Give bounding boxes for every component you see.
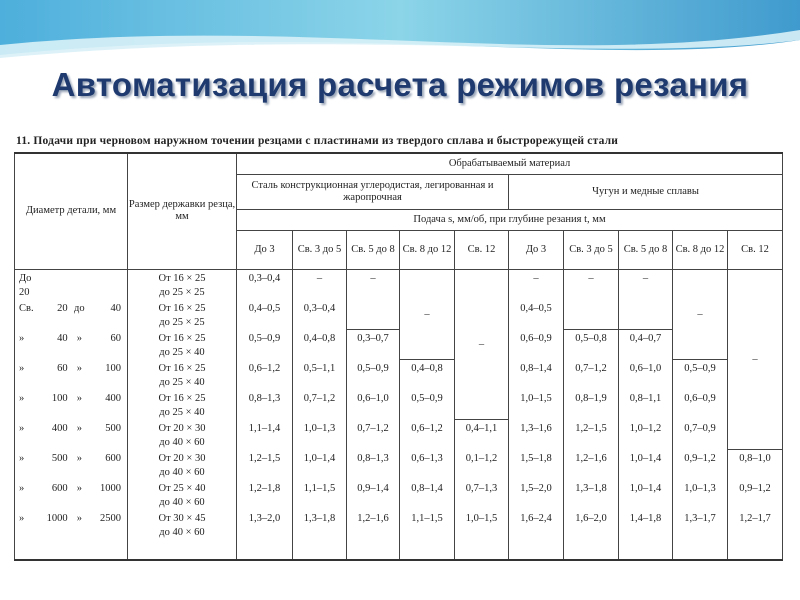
feed-cell: 1,0–1,5	[455, 510, 509, 540]
diameter-part: 500	[51, 452, 68, 464]
feed-cell: 0,8–1,0	[728, 450, 783, 480]
feed-cell: 1,0–1,5	[509, 390, 564, 420]
diameter-part: 60	[110, 332, 121, 344]
feed-cell: 0,8–1,1	[619, 390, 673, 420]
feed-cell: 0,7–1,2	[347, 420, 400, 450]
diameter-cell	[15, 360, 128, 390]
feed-cell: –	[673, 269, 728, 360]
holder-line: до 40 × 60	[159, 436, 205, 448]
feed-cell: 0,6–1,2	[400, 420, 455, 450]
diameter-part: »	[76, 512, 82, 524]
holder-line: От 20 × 30	[158, 422, 206, 434]
holder-cell	[128, 420, 237, 450]
feed-cell: –	[347, 269, 400, 330]
feed-cell: 0,4–1,1	[455, 420, 509, 450]
diameter-part: 40	[110, 302, 121, 314]
diameter-part: »	[19, 332, 25, 344]
empty-cell	[400, 540, 455, 560]
holder-line: От 16 × 25	[158, 392, 206, 404]
empty-cell	[509, 540, 564, 560]
holder-cell	[128, 330, 237, 360]
empty-cell	[237, 540, 293, 560]
holder-cell	[128, 269, 237, 300]
feed-cell: 1,0–1,4	[293, 450, 347, 480]
diameter-part: 500	[105, 422, 121, 434]
table-row	[15, 480, 783, 510]
feed-cell: 0,9–1,2	[673, 450, 728, 480]
holder-line: От 20 × 30	[158, 452, 206, 464]
diameter-part: »	[19, 452, 25, 464]
holder-line: От 16 × 25	[158, 362, 206, 374]
diameter-part	[38, 272, 68, 300]
feed-cell: 0,8–1,4	[400, 480, 455, 510]
diameter-part: 1000	[99, 482, 121, 494]
feed-cell: 1,0–1,4	[619, 450, 673, 480]
feed-cell: 0,5–0,9	[347, 360, 400, 390]
feed-cell: 1,6–2,0	[564, 510, 619, 540]
holder-cell	[128, 450, 237, 480]
header-feed: Подача s, мм/об, при глубине резания t, мм	[237, 209, 783, 230]
empty-cell	[347, 540, 400, 560]
feed-cell: 0,6–1,2	[237, 360, 293, 390]
holder-line: От 16 × 25	[158, 272, 206, 284]
diameter-part: »	[19, 482, 25, 494]
feed-cell: 0,4–0,8	[293, 330, 347, 360]
feed-cell: 0,9–1,2	[728, 480, 783, 510]
feed-cell: 0,5–0,9	[400, 390, 455, 420]
diameter-part: 600	[105, 452, 121, 464]
header-wave-decoration	[0, 0, 800, 70]
feed-cell: 0,8–1,3	[237, 390, 293, 420]
holder-line: до 40 × 60	[159, 526, 205, 538]
header-depth: Св. 12	[728, 230, 783, 269]
diameter-cell	[15, 450, 128, 480]
holder-line: до 25 × 40	[159, 406, 205, 418]
table-row	[15, 360, 783, 390]
feed-cell: 0,6–0,9	[509, 330, 564, 360]
diameter-part: »	[76, 392, 82, 404]
empty-cell	[564, 540, 619, 560]
header-depth: Св. 12	[455, 230, 509, 269]
feed-cell: 0,6–1,3	[400, 450, 455, 480]
header-cast: Чугун и медные сплавы	[509, 174, 783, 209]
table-row	[15, 330, 783, 360]
feed-cell: 1,2–1,5	[564, 420, 619, 450]
feed-cell: 1,1–1,5	[400, 510, 455, 540]
empty-cell	[728, 540, 783, 560]
empty-cell	[619, 540, 673, 560]
feed-cell: 0,6–1,0	[347, 390, 400, 420]
holder-cell	[128, 510, 237, 540]
diameter-cell	[15, 420, 128, 450]
header-steel: Сталь конструкционная углеродистая, легированная и жаропрочная	[237, 174, 509, 209]
header-depth: Св. 3 до 5	[293, 230, 347, 269]
diameter-part: »	[76, 362, 82, 374]
table-caption: 11. Подачи при черновом наружном точении резцами с пластинами из твердого сплава и быстрорежущей стали	[16, 135, 619, 147]
feed-cell: 0,5–1,1	[293, 360, 347, 390]
diameter-part: до	[74, 302, 85, 314]
diameter-part: 1000	[46, 512, 68, 524]
diameter-part: 20	[57, 302, 68, 314]
feed-cell: 1,0–1,3	[293, 420, 347, 450]
diameter-part: 600	[51, 482, 68, 494]
diameter-part: »	[76, 422, 82, 434]
feed-cell: 1,2–1,6	[347, 510, 400, 540]
header-depth: Св. 3 до 5	[564, 230, 619, 269]
diameter-part: »	[19, 512, 25, 524]
feed-cell: 0,1–1,2	[455, 450, 509, 480]
diameter-part: 400	[105, 392, 121, 404]
feed-cell: 0,7–1,2	[564, 360, 619, 390]
feed-cell: –	[619, 269, 673, 330]
feed-cell: 1,0–1,4	[619, 480, 673, 510]
diameter-cell	[15, 269, 128, 300]
feed-cell: 1,4–1,8	[619, 510, 673, 540]
feed-cell: 0,6–0,9	[673, 390, 728, 420]
diameter-part: »	[19, 362, 25, 374]
header-holder: Размер державки резца, мм	[128, 153, 237, 269]
holder-cell	[128, 360, 237, 390]
diameter-cell	[15, 330, 128, 360]
feed-cell: –	[400, 269, 455, 360]
holder-cell	[128, 480, 237, 510]
feed-cell: 1,2–1,7	[728, 510, 783, 540]
diameter-part: »	[19, 392, 25, 404]
feed-cell: 1,3–2,0	[237, 510, 293, 540]
holder-cell	[128, 300, 237, 330]
diameter-cell	[15, 300, 128, 330]
feed-cell: 1,6–2,4	[509, 510, 564, 540]
header-material: Обрабатываемый материал	[237, 153, 783, 174]
holder-line: От 30 × 45	[158, 512, 206, 524]
header-depth: До 3	[237, 230, 293, 269]
feed-cell: 0,3–0,4	[293, 300, 347, 330]
holder-cell	[128, 390, 237, 420]
feed-cell: –	[564, 269, 619, 330]
holder-line: до 25 × 25	[159, 316, 205, 328]
feed-table	[14, 152, 783, 561]
feed-cell: 1,3–1,6	[509, 420, 564, 450]
diameter-part: 100	[105, 362, 121, 374]
table-row	[15, 510, 783, 540]
header-depth: Св. 8 до 12	[400, 230, 455, 269]
diameter-cell	[15, 390, 128, 420]
diameter-part: »	[19, 422, 25, 434]
empty-cell	[15, 540, 128, 560]
feed-cell: 0,4–0,5	[237, 300, 293, 330]
feed-cell: –	[293, 269, 347, 300]
diameter-part	[91, 272, 121, 300]
header-depth: Св. 5 до 8	[619, 230, 673, 269]
feed-cell: 0,5–0,9	[237, 330, 293, 360]
table-row	[15, 420, 783, 450]
feed-cell: –	[509, 269, 564, 300]
diameter-part: 100	[51, 392, 68, 404]
holder-line: до 25 × 40	[159, 346, 205, 358]
slide-title: Автоматизация расчета режимов резания	[51, 66, 749, 103]
diameter-part: »	[76, 482, 82, 494]
feed-cell: 0,3–0,4	[237, 269, 293, 300]
diameter-part: До 20	[19, 272, 32, 298]
feed-cell: 1,1–1,5	[293, 480, 347, 510]
diameter-part: Св.	[19, 302, 34, 314]
feed-cell: 1,3–1,7	[673, 510, 728, 540]
feed-cell: 1,0–1,3	[673, 480, 728, 510]
feed-cell: 1,2–1,6	[564, 450, 619, 480]
feed-cell: 0,4–0,5	[509, 300, 564, 330]
holder-line: От 16 × 25	[158, 332, 206, 344]
diameter-part	[68, 272, 90, 300]
feed-cell: –	[455, 269, 509, 420]
table-row	[15, 390, 783, 420]
header-depth: Св. 5 до 8	[347, 230, 400, 269]
feed-cell: 0,9–1,4	[347, 480, 400, 510]
table-bottom-spacer	[15, 540, 783, 560]
diameter-part: »	[76, 332, 82, 344]
feed-cell: 1,5–1,8	[509, 450, 564, 480]
empty-cell	[455, 540, 509, 560]
feed-cell: 0,4–0,7	[619, 330, 673, 360]
empty-cell	[128, 540, 237, 560]
diameter-part: 400	[51, 422, 68, 434]
feed-cell: 0,8–1,9	[564, 390, 619, 420]
table-row	[15, 450, 783, 480]
feed-cell: –	[728, 269, 783, 450]
holder-line: От 16 × 25	[158, 302, 206, 314]
diameter-part: 2500	[99, 512, 121, 524]
empty-cell	[673, 540, 728, 560]
feed-cell: 0,7–1,2	[293, 390, 347, 420]
holder-line: до 25 × 25	[159, 286, 205, 298]
diameter-part: »	[76, 452, 82, 464]
header-depth: Св. 8 до 12	[673, 230, 728, 269]
feed-cell: 1,2–1,5	[237, 450, 293, 480]
feed-cell: 0,5–0,9	[673, 360, 728, 390]
diameter-part: 60	[57, 362, 68, 374]
holder-line: до 40 × 60	[159, 496, 205, 508]
feed-cell: 0,8–1,3	[347, 450, 400, 480]
feed-cell: 0,7–0,9	[673, 420, 728, 450]
feed-cell: 1,3–1,8	[293, 510, 347, 540]
feed-cell: 0,6–1,0	[619, 360, 673, 390]
feed-cell: 0,8–1,4	[509, 360, 564, 390]
holder-line: до 25 × 40	[159, 376, 205, 388]
feed-cell: 1,2–1,8	[237, 480, 293, 510]
feed-cell: 1,5–2,0	[509, 480, 564, 510]
header-depth: До 3	[509, 230, 564, 269]
feed-cell: 1,3–1,8	[564, 480, 619, 510]
feed-cell: 0,3–0,7	[347, 330, 400, 360]
feed-cell: 0,7–1,3	[455, 480, 509, 510]
feed-cell: 0,5–0,8	[564, 330, 619, 360]
holder-line: От 25 × 40	[158, 482, 206, 494]
diameter-cell	[15, 510, 128, 540]
feed-cell: 1,0–1,2	[619, 420, 673, 450]
feed-cell: 1,1–1,4	[237, 420, 293, 450]
diameter-part: 40	[57, 332, 68, 344]
header-diameter: Диаметр детали, мм	[15, 153, 128, 269]
feed-cell: 0,4–0,8	[400, 360, 455, 390]
table-row	[15, 269, 783, 300]
holder-line: до 40 × 60	[159, 466, 205, 478]
diameter-cell	[15, 480, 128, 510]
empty-cell	[293, 540, 347, 560]
